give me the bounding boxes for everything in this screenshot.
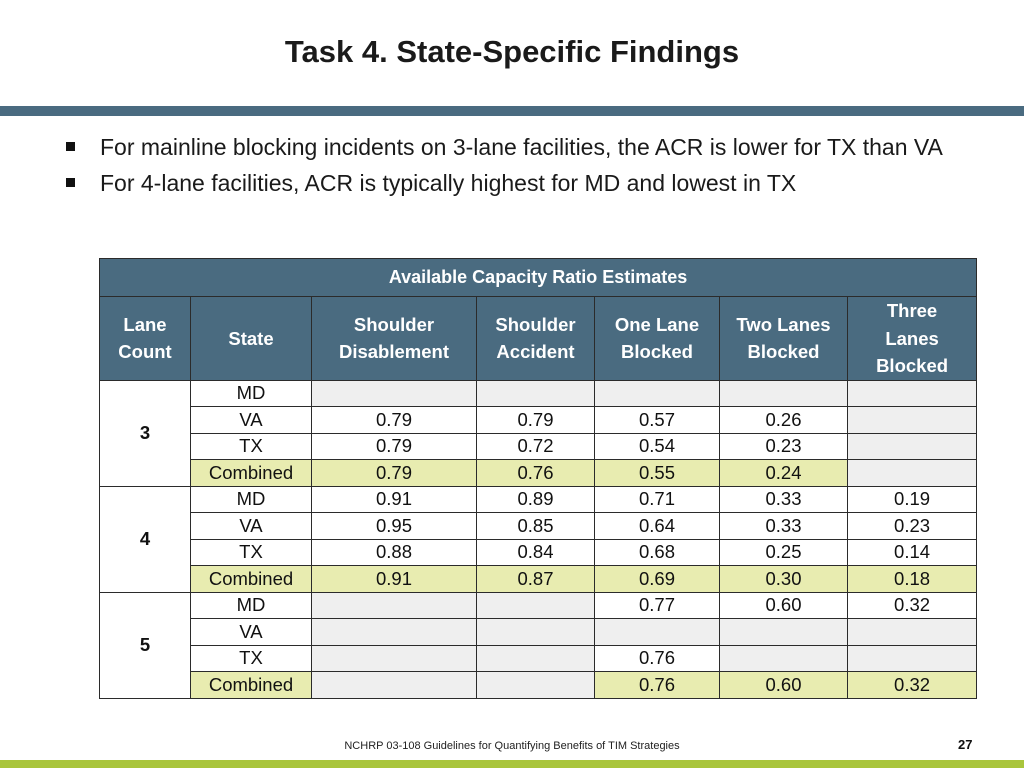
value-cell — [848, 645, 977, 672]
value-cell: 0.79 — [312, 433, 477, 460]
slide-title: Task 4. State-Specific Findings — [284, 34, 740, 69]
table-row — [100, 407, 977, 434]
value-cell: 0.76 — [595, 672, 720, 699]
value-cell — [720, 380, 848, 407]
value-cell: 0.71 — [595, 486, 720, 513]
lane-count-cell: 5 — [100, 592, 191, 698]
value-cell — [595, 619, 720, 646]
value-cell — [477, 619, 595, 646]
value-cell: 0.85 — [477, 513, 595, 540]
header-two-lanes-blocked: Two Lanes Blocked — [720, 297, 848, 381]
value-cell: 0.18 — [848, 566, 977, 593]
header-three-lanes-blocked: Three Lanes Blocked — [848, 297, 977, 381]
value-cell — [312, 380, 477, 407]
header-state: State — [191, 297, 312, 381]
state-cell: VA — [191, 619, 312, 646]
bullet-list — [62, 132, 982, 204]
bullet-item — [62, 132, 982, 163]
value-cell: 0.79 — [312, 407, 477, 434]
value-cell — [312, 672, 477, 699]
value-cell — [477, 645, 595, 672]
value-cell: 0.76 — [595, 645, 720, 672]
value-cell: 0.25 — [720, 539, 848, 566]
table-row — [100, 460, 977, 487]
value-cell: 0.91 — [312, 486, 477, 513]
value-cell: 0.68 — [595, 539, 720, 566]
table-caption: Available Capacity Ratio Estimates — [100, 259, 977, 297]
value-cell — [848, 380, 977, 407]
table-row — [100, 592, 977, 619]
acr-table — [99, 258, 977, 699]
table-row — [100, 566, 977, 593]
bullet-square-icon — [66, 178, 75, 187]
value-cell: 0.32 — [848, 672, 977, 699]
table-row — [100, 433, 977, 460]
bullet-item — [62, 168, 982, 199]
title-divider — [0, 106, 1024, 116]
value-cell — [477, 672, 595, 699]
value-cell — [848, 460, 977, 487]
value-cell: 0.69 — [595, 566, 720, 593]
lane-count-cell: 3 — [100, 380, 191, 486]
state-cell: MD — [191, 486, 312, 513]
header-lane-count: Lane Count — [100, 297, 191, 381]
value-cell: 0.60 — [720, 592, 848, 619]
value-cell: 0.76 — [477, 460, 595, 487]
value-cell — [720, 645, 848, 672]
value-cell: 0.88 — [312, 539, 477, 566]
table-body — [100, 380, 977, 698]
value-cell: 0.89 — [477, 486, 595, 513]
state-cell: Combined — [191, 672, 312, 699]
value-cell — [312, 619, 477, 646]
value-cell — [848, 407, 977, 434]
bullet-text: For 4-lane facilities, ACR is typically highest for MD and lowest in TX — [100, 170, 797, 196]
value-cell: 0.14 — [848, 539, 977, 566]
value-cell: 0.54 — [595, 433, 720, 460]
value-cell: 0.32 — [848, 592, 977, 619]
header-one-lane-blocked: One Lane Blocked — [595, 297, 720, 381]
value-cell: 0.84 — [477, 539, 595, 566]
value-cell: 0.33 — [720, 513, 848, 540]
value-cell: 0.30 — [720, 566, 848, 593]
table-row — [100, 672, 977, 699]
state-cell: VA — [191, 513, 312, 540]
value-cell — [477, 380, 595, 407]
value-cell: 0.55 — [595, 460, 720, 487]
state-cell: TX — [191, 539, 312, 566]
value-cell — [720, 619, 848, 646]
value-cell: 0.33 — [720, 486, 848, 513]
value-cell — [312, 592, 477, 619]
value-cell: 0.79 — [477, 407, 595, 434]
value-cell: 0.23 — [720, 433, 848, 460]
value-cell: 0.77 — [595, 592, 720, 619]
table-row — [100, 539, 977, 566]
footer-text: NCHRP 03-108 Guidelines for Quantifying Benefits of TIM Strategies — [344, 740, 680, 752]
state-cell: MD — [191, 592, 312, 619]
header-shoulder-accident: Shoulder Accident — [477, 297, 595, 381]
value-cell: 0.19 — [848, 486, 977, 513]
lane-count-cell: 4 — [100, 486, 191, 592]
bullet-square-icon — [66, 142, 75, 151]
state-cell: MD — [191, 380, 312, 407]
value-cell — [595, 380, 720, 407]
table-row — [100, 645, 977, 672]
value-cell: 0.91 — [312, 566, 477, 593]
table-row — [100, 619, 977, 646]
page-number: 27 — [958, 737, 973, 752]
bullet-text: For mainline blocking incidents on 3-lane facilities, the ACR is lower for TX than VA — [100, 134, 943, 160]
state-cell: TX — [191, 645, 312, 672]
header-shoulder-disablement: Shoulder Disablement — [312, 297, 477, 381]
value-cell: 0.95 — [312, 513, 477, 540]
value-cell — [848, 433, 977, 460]
table-row — [100, 513, 977, 540]
value-cell: 0.72 — [477, 433, 595, 460]
value-cell — [477, 592, 595, 619]
state-cell: Combined — [191, 460, 312, 487]
state-cell: TX — [191, 433, 312, 460]
state-cell: VA — [191, 407, 312, 434]
value-cell: 0.79 — [312, 460, 477, 487]
value-cell: 0.26 — [720, 407, 848, 434]
value-cell: 0.60 — [720, 672, 848, 699]
value-cell — [312, 645, 477, 672]
bottom-accent-bar — [0, 760, 1024, 768]
state-cell: Combined — [191, 566, 312, 593]
value-cell: 0.24 — [720, 460, 848, 487]
value-cell: 0.87 — [477, 566, 595, 593]
value-cell: 0.57 — [595, 407, 720, 434]
table-row — [100, 486, 977, 513]
value-cell: 0.64 — [595, 513, 720, 540]
value-cell: 0.23 — [848, 513, 977, 540]
table-row — [100, 380, 977, 407]
value-cell — [848, 619, 977, 646]
